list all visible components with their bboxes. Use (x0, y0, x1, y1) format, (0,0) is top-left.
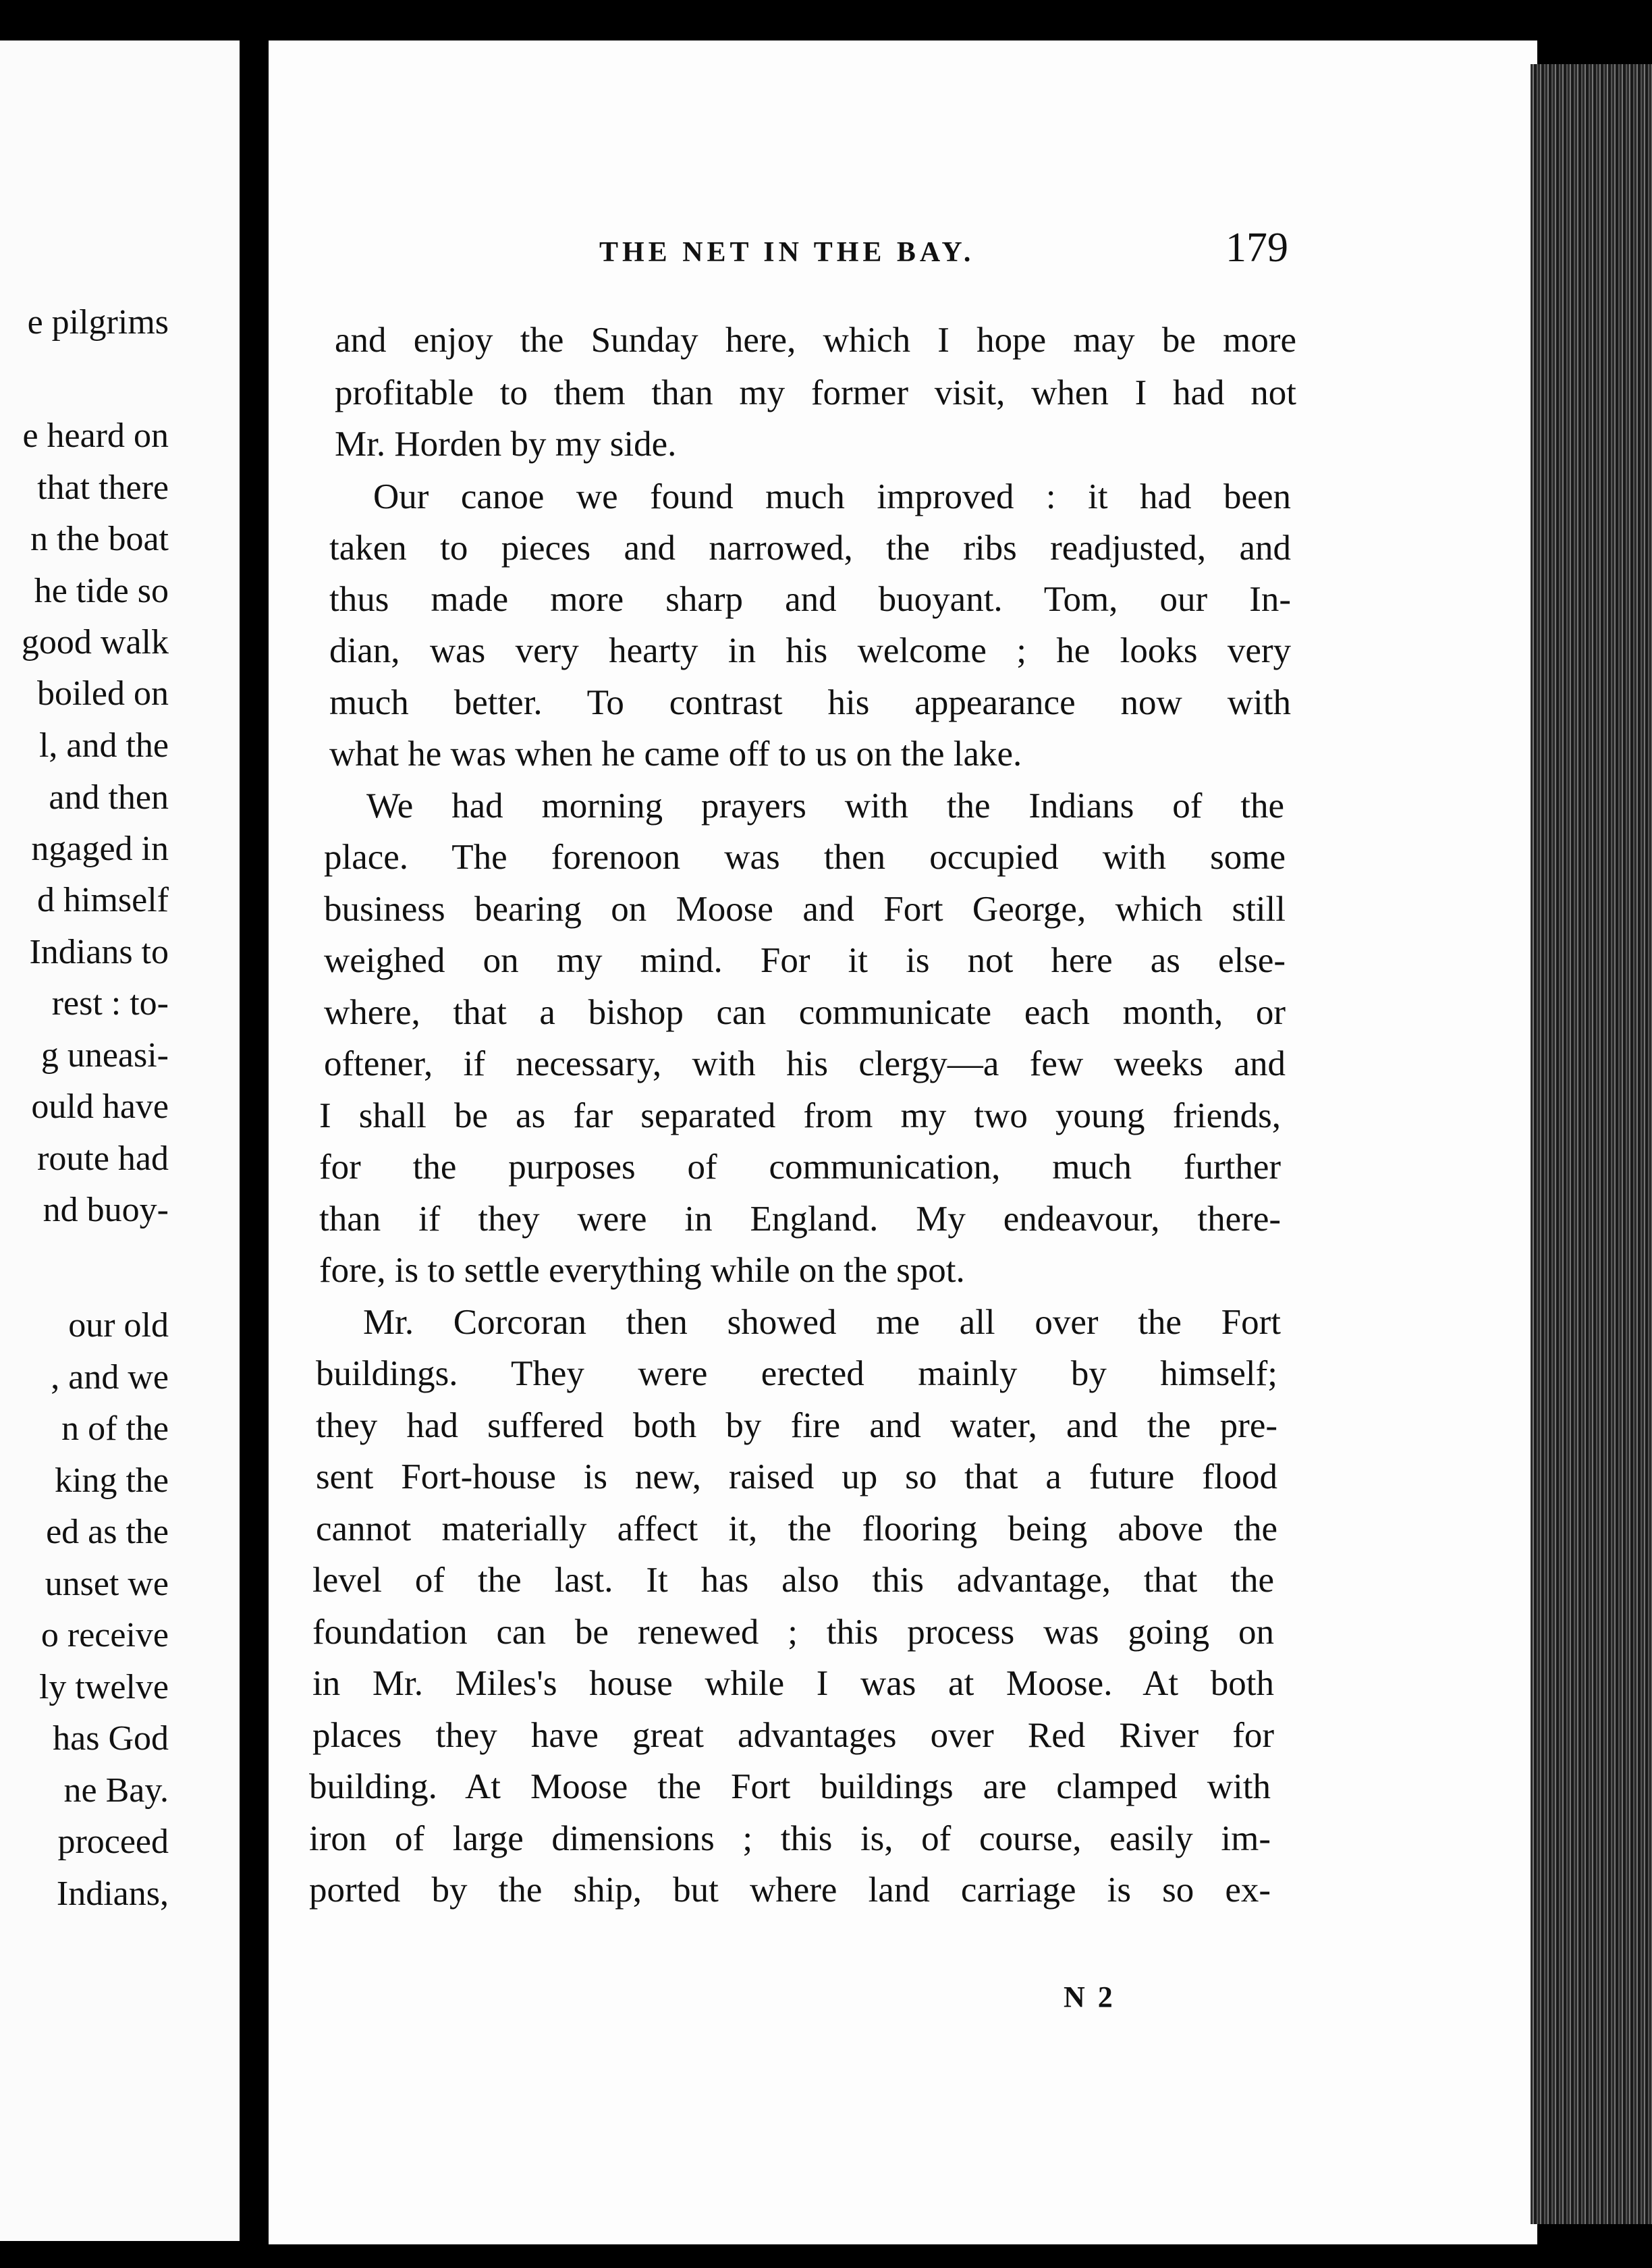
left-page-line: d himself (37, 881, 169, 919)
text-line: they had suffered both by fire and water, and the pre- (316, 1406, 1277, 1445)
left-page-line: , and we (51, 1358, 169, 1397)
left-page-line: ngaged in (31, 830, 169, 868)
left-page-line: Indians, (56, 1874, 169, 1913)
left-page-line: he tide so (34, 572, 169, 610)
left-page-line: and then (49, 778, 169, 817)
text-line: buildings. They were erected mainly by himself; (316, 1354, 1277, 1393)
text-line: level of the last. It has also this advantage, that the (312, 1561, 1274, 1600)
page-edges (1531, 64, 1652, 2224)
text-line: place. The forenoon was then occupied with some (324, 838, 1286, 877)
left-page-line: proceed (57, 1823, 169, 1861)
text-line: in Mr. Miles's house while I was at Moose. At both (312, 1664, 1274, 1703)
text-line: foundation can be renewed ; this process was going on (312, 1613, 1274, 1652)
text-line: We had morning prayers with the Indians of the (366, 786, 1284, 826)
left-page-line: ly twelve (38, 1668, 169, 1706)
left-page-line: o receive (40, 1616, 169, 1654)
text-line: I shall be as far separated from my two young friends, (319, 1096, 1281, 1135)
text-line: much better. To contrast his appearance now with (329, 683, 1291, 722)
text-line: oftener, if necessary, with his clergy—a few weeks and (324, 1044, 1286, 1083)
text-line: Mr. Horden by my side. (335, 425, 677, 464)
right-page (269, 40, 1537, 2244)
left-page-line: ed as the (46, 1513, 169, 1551)
left-page-line: rest : to- (51, 984, 169, 1023)
text-line: sent Fort-house is new, raised up so that a future flood (316, 1457, 1277, 1496)
text-line: fore, is to settle everything while on the spot. (319, 1251, 965, 1290)
text-line: Mr. Corcoran then showed me all over the Fort (363, 1303, 1281, 1342)
text-line: Our canoe we found much improved : it had been (373, 477, 1291, 516)
left-page-line: route had (37, 1139, 169, 1178)
text-line: ported by the ship, but where land carriage is so ex- (309, 1870, 1271, 1910)
text-line: building. At Moose the Fort buildings are clamped with (309, 1767, 1271, 1806)
page-number: 179 (1226, 225, 1288, 271)
text-line: taken to pieces and narrowed, the ribs readjusted, and (329, 529, 1291, 568)
text-line: iron of large dimensions ; this is, of course, easily im- (309, 1819, 1271, 1858)
text-line: than if they were in England. My endeavour, there- (319, 1199, 1281, 1239)
left-page-line: g uneasi- (40, 1036, 169, 1075)
text-line: places they have great advantages over Red River for (312, 1716, 1274, 1755)
left-page-line: boiled on (37, 674, 169, 713)
text-line: where, that a bishop can communicate each month, or (324, 993, 1286, 1032)
book-gutter (240, 0, 270, 2268)
text-line: and enjoy the Sunday here, which I hope may be more (335, 321, 1296, 360)
left-page-line: unset we (45, 1565, 169, 1603)
left-page-line: has God (53, 1719, 169, 1758)
text-line: cannot materially affect it, the flooring being above the (316, 1509, 1277, 1548)
text-line: profitable to them than my former visit, when I had not (335, 373, 1296, 412)
running-title: THE NET IN THE BAY. (599, 237, 975, 268)
text-line: dian, was very hearty in his welcome ; he looks very (329, 631, 1291, 670)
text-line: business bearing on Moose and Fort George, which still (324, 890, 1286, 929)
left-page-line: e pilgrims (27, 303, 169, 342)
left-page (0, 40, 240, 2241)
signature-mark: N 2 (1064, 1980, 1116, 2014)
left-page-line: l, and the (38, 726, 169, 765)
left-page-line: n the boat (30, 520, 169, 558)
text-line: what he was when he came off to us on the lake. (329, 734, 1022, 774)
left-page-line: e heard on (22, 416, 169, 455)
left-page-line: Indians to (29, 933, 169, 971)
text-line: for the purposes of communication, much further (319, 1148, 1281, 1187)
left-page-line: king the (55, 1461, 169, 1500)
left-page-line: our old (68, 1306, 169, 1345)
left-page-line: nd buoy- (43, 1191, 169, 1229)
text-line: weighed on my mind. For it is not here as else- (324, 941, 1286, 980)
text-line: thus made more sharp and buoyant. Tom, our In- (329, 580, 1291, 619)
left-page-line: n of the (61, 1409, 169, 1448)
left-page-line: that there (37, 468, 169, 507)
left-page-line: good walk (21, 623, 169, 662)
left-page-line: ne Bay. (63, 1771, 169, 1810)
left-page-line: ould have (31, 1087, 169, 1126)
